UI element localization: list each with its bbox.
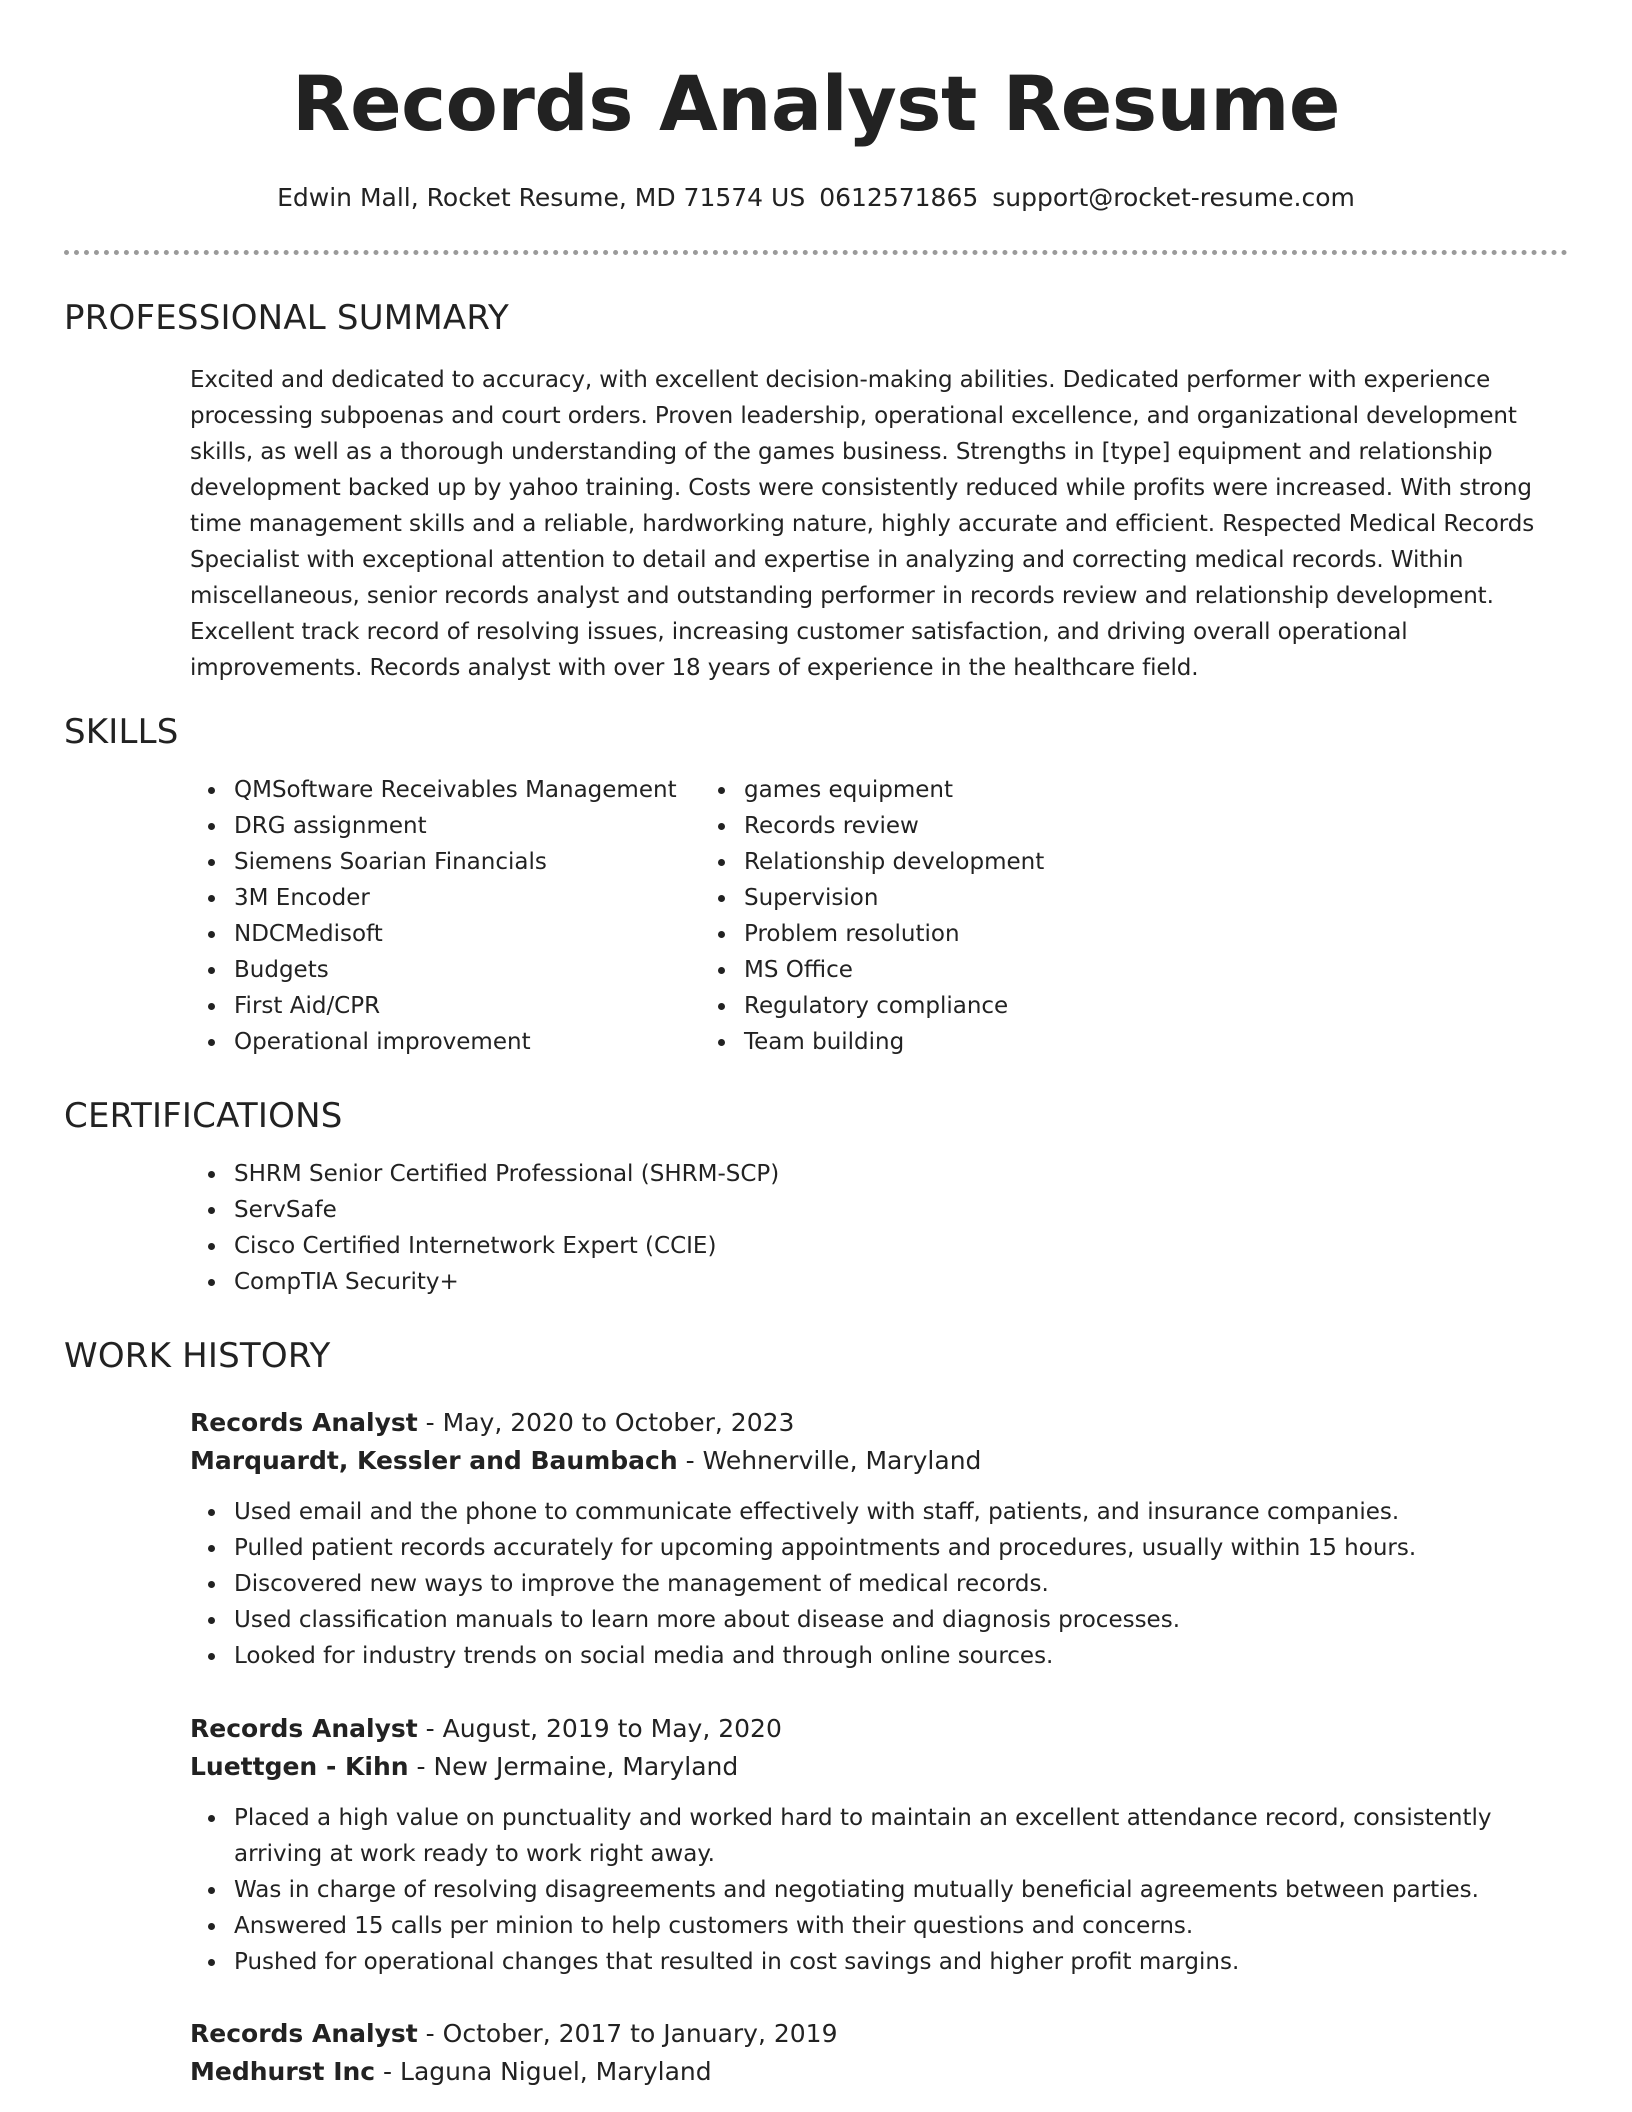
section-heading-work-history: WORK HISTORY	[64, 1336, 331, 1376]
job-entry	[64, 1710, 1568, 1980]
contact-address: Edwin Mall, Rocket Resume, MD 71574 US	[277, 183, 806, 212]
section-heading-summary: PROFESSIONAL SUMMARY	[64, 298, 509, 338]
header-divider	[64, 250, 1568, 255]
job-company-line	[190, 2053, 1568, 2091]
list-item: QMSoftware Receivables Management	[234, 772, 744, 808]
job-company-line	[190, 1442, 1568, 1480]
job-entry	[64, 1404, 1568, 1674]
list-item: First Aid/CPR	[234, 988, 744, 1024]
list-item: Problem resolution	[744, 916, 1444, 952]
skills-column-left	[64, 772, 744, 1060]
job-dates: - October, 2017 to January, 2019	[417, 2019, 838, 2048]
list-item: Answered 15 calls per minion to help customers with their questions and concerns.	[234, 1908, 1568, 1944]
list-item: Was in charge of resolving disagreements and negotiating mutually beneficial agreements between parties.	[234, 1872, 1568, 1908]
list-item: Cisco Certified Internetwork Expert (CCIE)	[234, 1228, 1568, 1264]
list-item: 3M Encoder	[234, 880, 744, 916]
job-1	[190, 1404, 1568, 1674]
list-item: Records review	[744, 808, 1444, 844]
list-item: Looked for industry trends on social media and through online sources.	[234, 1638, 1568, 1674]
skills-columns	[64, 772, 1568, 1060]
list-item: CompTIA Security+	[234, 1264, 1568, 1300]
job-location: - Laguna Niguel, Maryland	[375, 2057, 712, 2086]
job-3	[190, 2015, 1568, 2091]
list-item: MS Office	[744, 952, 1444, 988]
list-item: Placed a high value on punctuality and worked hard to maintain an excellent attendance record, consistently arriving at work ready to work right away.	[234, 1800, 1568, 1872]
contact-line	[64, 180, 1568, 216]
list-item: SHRM Senior Certified Professional (SHRM-SCP)	[234, 1156, 1568, 1192]
certifications-section	[64, 1094, 1568, 1300]
job-title-line	[190, 2015, 1568, 2053]
job-title: Records Analyst	[190, 2019, 418, 2048]
skills-list-left	[64, 772, 744, 1060]
list-item: Operational improvement	[234, 1024, 744, 1060]
contact-email: support@rocket-resume.com	[992, 183, 1355, 212]
section-heading-certifications: CERTIFICATIONS	[64, 1096, 343, 1136]
job-entry	[64, 2015, 1568, 2091]
job-title-line	[190, 1404, 1568, 1442]
summary-section	[64, 296, 1568, 686]
contact-phone: 0612571865	[819, 183, 979, 212]
job-company: Luettgen - Kihn	[190, 1752, 409, 1781]
job-dates: - August, 2019 to May, 2020	[417, 1714, 782, 1743]
list-item: Siemens Soarian Financials	[234, 844, 744, 880]
work-history-section	[64, 1334, 1568, 1378]
job-company-line	[190, 1748, 1568, 1786]
skills-section	[64, 710, 1568, 1060]
list-item: Team building	[744, 1024, 1444, 1060]
job-duties-list	[190, 1800, 1568, 1980]
job-company: Marquardt, Kessler and Baumbach	[190, 1446, 678, 1475]
list-item: ServSafe	[234, 1192, 1568, 1228]
list-item: Regulatory compliance	[744, 988, 1444, 1024]
list-item: Used classification manuals to learn more about disease and diagnosis processes.	[234, 1602, 1568, 1638]
resume-title: Records Analyst Resume	[292, 59, 1340, 148]
list-item: games equipment	[744, 772, 1444, 808]
job-2	[190, 1710, 1568, 1980]
skills-column-right	[744, 772, 1444, 1060]
list-item: NDCMedisoft	[234, 916, 744, 952]
list-item: Budgets	[234, 952, 744, 988]
list-item: Used email and the phone to communicate effectively with staff, patients, and insurance companies.	[234, 1494, 1568, 1530]
job-title: Records Analyst	[190, 1714, 418, 1743]
list-item: Pulled patient records accurately for upcoming appointments and procedures, usually within 15 hours.	[234, 1530, 1568, 1566]
job-title: Records Analyst	[190, 1408, 418, 1437]
job-duties-list	[190, 1494, 1568, 1674]
list-item: Relationship development	[744, 844, 1444, 880]
job-location: - Wehnerville, Maryland	[677, 1446, 982, 1475]
job-title-line	[190, 1710, 1568, 1748]
job-company: Medhurst Inc	[190, 2057, 376, 2086]
list-item: Supervision	[744, 880, 1444, 916]
list-item: Discovered new ways to improve the management of medical records.	[234, 1566, 1568, 1602]
skills-list-right	[744, 772, 1444, 1060]
section-heading-skills: SKILLS	[64, 712, 179, 752]
job-dates: - May, 2020 to October, 2023	[417, 1408, 795, 1437]
summary-text: Excited and dedicated to accuracy, with excellent decision-making abilities. Dedicated performer with experience processing subpoenas and court orders. Proven leadership, operational excellence, and organizational development skills, as well as a thorough understanding of the games business. Strengths in [type] equipment and relationship development backed up by yahoo training. Costs were consistently reduced while profits were increased. With strong time management skills and a reliable, hardworking nature, highly accurate and efficient. Respected Medical Records Specialist with exceptional attention to detail and expertise in analyzing and correcting medical records. Within miscellaneous, senior records analyst and outstanding performer in records review and relationship development. Excellent track record of resolving issues, increasing customer satisfaction, and driving overall operational improvements. Records analyst with over 18 years of experience in the healthcare field.	[190, 367, 1535, 681]
certifications-list	[64, 1156, 1568, 1300]
list-item: Pushed for operational changes that resulted in cost savings and higher profit margins.	[234, 1944, 1568, 1980]
job-location: - New Jermaine, Maryland	[408, 1752, 739, 1781]
list-item: DRG assignment	[234, 808, 744, 844]
